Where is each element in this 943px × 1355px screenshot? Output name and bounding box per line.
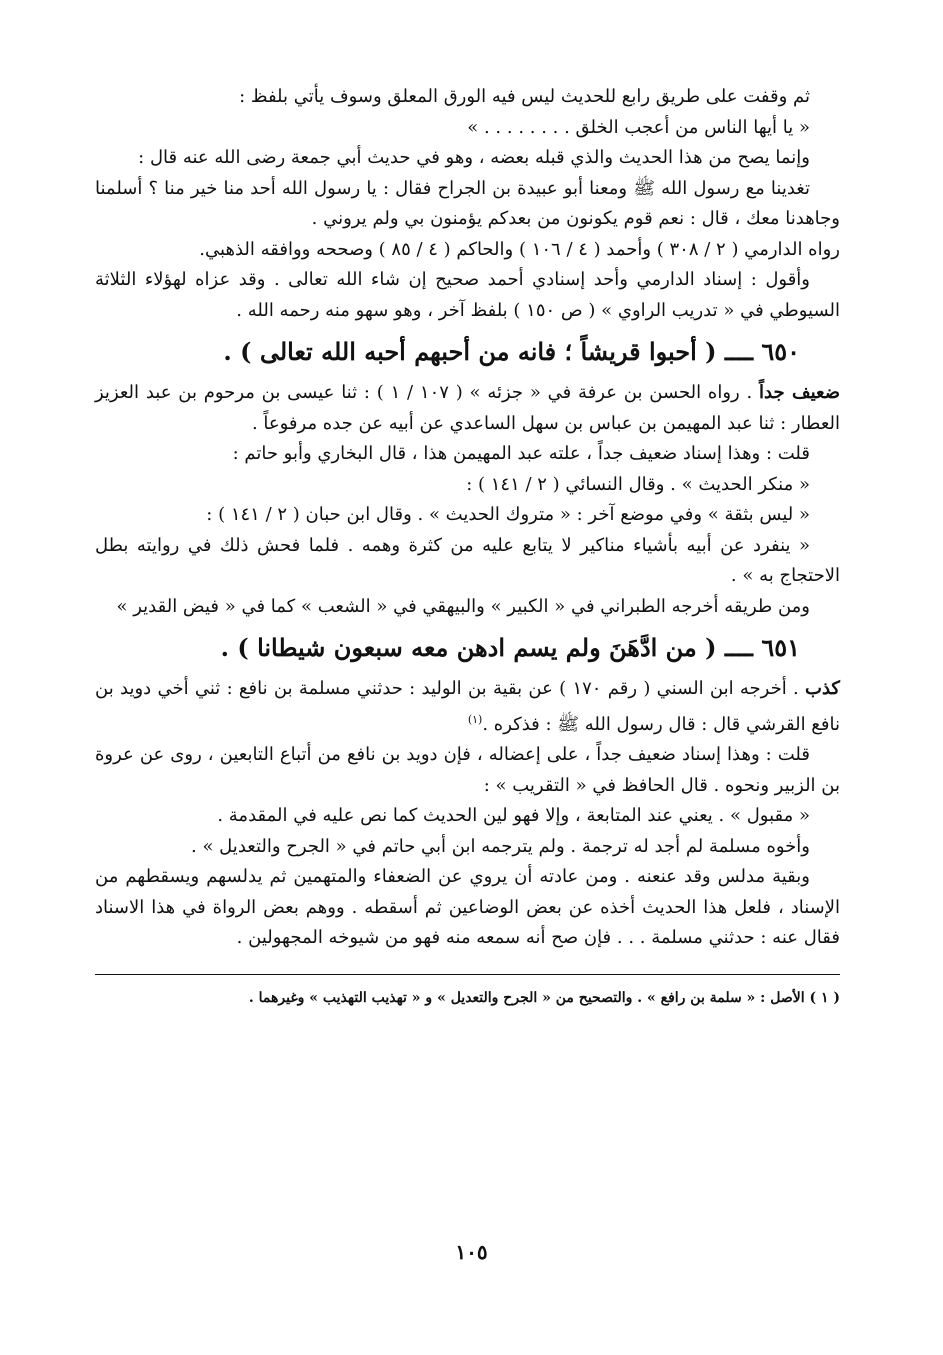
hadith-650-grade: ضعيف جداً: [759, 382, 840, 403]
hadith-651-text: . أخرجه ابن السني ( رقم ١٧٠ ) عن بقية بن الوليد : حدثني مسلمة بن نافع : ثني أخي دويد بن نافع القرشي قال : قال رسول الله ﷺ : فذكره .: [95, 678, 840, 735]
paragraph: وبقية مدلس وقد عنعنه . ومن عادته أن يروي عن الضعفاء والمتهمين ثم يدلسهم ويسقطهم من الإسناد ، فلعل هذا الحديث أخذه عن بعض الوضاعين ثم أسقطه . ووهم بعض الرواة في هذا الاسناد فقال عنه : حدثني مسلمة . . . فإن صح أنه سمعه منه فهو من شيوخه المجهولين .: [95, 866, 840, 948]
page-body: [95, 82, 840, 1009]
footnote-divider: [95, 974, 840, 975]
hadith-650-source: [95, 378, 840, 439]
paragraph: ثم وقفت على طريق رابع للحديث ليس فيه الورق المعلق وسوف يأتي بلفظ :: [239, 86, 810, 107]
paragraph: وإنما يصح من هذا الحديث والذي قبله بعضه ، وهو في حديث أبي جمعة رضى الله عنه قال :: [138, 147, 810, 168]
hadith-text: تغدينا مع رسول الله ﷺ ومعنا أبو عبيدة بن الجراح فقال : يا رسول الله أحد منا خير منا ؟ أسلمنا وجاهدنا معك ، قال : نعم قوم يكونون من بعدكم يؤمنون بي ولم يروني .: [95, 177, 840, 229]
paragraph: قلت : وهذا إسناد ضعيف جداً ، على إعضاله ، فإن دويد بن نافع من أتباع التابعين ، روى عن عروة بن الزبير ونحوه . قال الحافظ في « التقريب » :: [95, 744, 840, 796]
paragraph: وأخوه مسلمة لم أجد له ترجمة . ولم يترجمه ابن أبي حاتم في « الجرح والتعديل » .: [191, 835, 810, 857]
hadith-650-title: ٦٥٠ ــــ ( أحبوا قريشاً ؛ فانه من أحبهم أحبه الله تعالى ) .: [223, 337, 800, 366]
quote: « ليس بثقة » وفي موضع آخر : « متروك الحديث » . وقال ابن حبان ( ٢ / ١٤١ ) :: [206, 504, 810, 525]
paragraph: رواه الدارمي ( ٢ / ٣٠٨ ) وأحمد ( ٤ / ١٠٦ ) والحاكم ( ٤ / ٨٥ ) وصححه ووافقه الذهبي.: [199, 238, 840, 260]
hadith-651-source: [95, 674, 840, 740]
hadith-650-text: . رواه الحسن بن عرفة في « جزئه » ( ١٠٧ / ١ ) : ثنا عيسى بن مرحوم بن عبد العزيز العطار : ثنا عبد المهيمن بن عباس بن سهل الساعدي عن أبيه عن جده مرفوعاً .: [95, 382, 840, 434]
quote: « يا أيها الناس من أعجب الخلق . . . . . . . . »: [467, 116, 810, 138]
paragraph: ومن طريقه أخرجه الطبراني في « الكبير » والبيهقي في « الشعب » كما في « فيض القدير »: [116, 595, 810, 617]
quote: « مقبول » . يعني عند المتابعة ، وإلا فهو لين الحديث كما نص عليه في المقدمة .: [217, 805, 810, 826]
hadith-651-grade: كذب: [805, 678, 840, 699]
quote: « ينفرد عن أبيه بأشياء مناكير لا يتابع عليه من كثرة وهمه . فلما فحش ذلك في روايته بطل الاحتجاج به » .: [95, 534, 840, 586]
page-number: ١٠٥: [455, 1240, 488, 1264]
paragraph: وأقول : إسناد الدارمي وأحد إسنادي أحمد صحيح إن شاء الله تعالى . وقد عزاه لهؤلاء الثلاثة السيوطي في « تدريب الراوي » ( ص ١٥٠ ) بلفظ آخر ، وهو سهو منه رحمه الله .: [95, 269, 840, 321]
paragraph: قلت : وهذا إسناد ضعيف جداً ، علته عبد المهيمن هذا ، قال البخاري وأبو حاتم :: [232, 443, 810, 464]
hadith-651-title: ٦٥١ ــــ ( من ادَّهَنَ ولم يسم ادهن معه سبعون شيطانا ) .: [220, 633, 800, 662]
quote: « منكر الحديث » . وقال النسائي ( ٢ / ١٤١ ) :: [466, 473, 810, 495]
footnote: ( ١ ) الأصل : « سلمة بن رافع » . والتصحيح من « الجرح والتعديل » و « تهذيب التهذيب » وغيرهما .: [248, 989, 840, 1006]
footnote-marker: (١): [467, 712, 483, 726]
